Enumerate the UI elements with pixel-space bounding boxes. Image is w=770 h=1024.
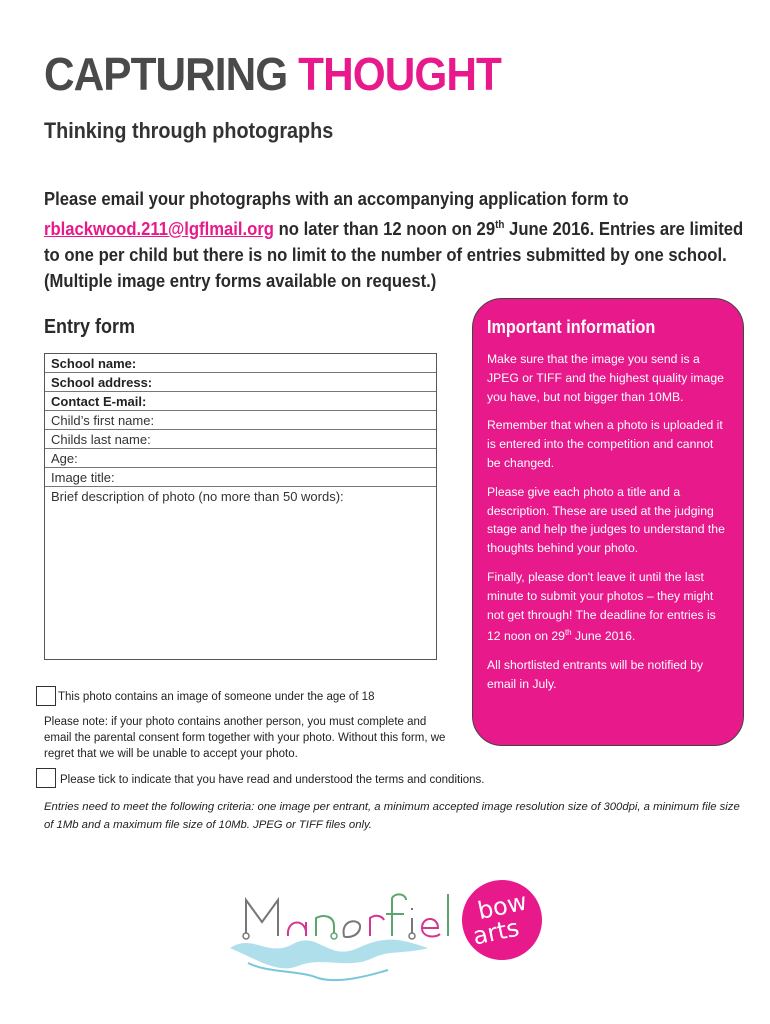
page-title	[44, 46, 501, 102]
entry-form-table	[44, 353, 437, 660]
entry-form-heading: Entry form	[44, 316, 136, 338]
field-age[interactable]: Age:	[45, 449, 436, 468]
title-word-capturing: CAPTURING	[44, 48, 288, 100]
intro-line-1: Please email your photographs with an accompanying application form to	[44, 188, 629, 209]
field-description[interactable]: Brief description of photo (no more than 50 words):	[51, 489, 344, 504]
email-link[interactable]: rblackwood.211@lgflmail.org	[44, 218, 274, 240]
field-child-last-name[interactable]: Childs last name:	[45, 430, 436, 449]
intro-line-3: to one per child but there is no limit to the number of entries submitted by one school.	[44, 244, 727, 266]
logo-river	[230, 940, 428, 969]
terms-checkbox[interactable]	[36, 768, 56, 788]
info-paragraph-1: Make sure that the image you send is a JPEG or TIFF and the highest quality image you have, but not bigger than 10MB.	[487, 352, 724, 404]
bow-arts-logo	[462, 880, 542, 960]
terms-label: Please tick to indicate that you have read and understood the terms and conditions.	[60, 774, 485, 786]
logo-text-manorfield: Manorfield	[230, 986, 235, 987]
bow-arts-text: bow arts	[470, 887, 530, 951]
title-word-thought: THOUGHT	[298, 48, 501, 100]
field-child-first-name[interactable]: Child’s first name:	[45, 411, 436, 430]
field-contact-email[interactable]: Contact E-mail:	[45, 392, 436, 411]
info-paragraph-5: All shortlisted entrants will be notified by email in July.	[487, 658, 704, 692]
field-image-title[interactable]: Image title:	[45, 468, 436, 487]
consent-note: Please note: if your photo contains another person, you must complete and email the parental consent form together with your photo. Without this form, we regret that we will be unable to accept your photo.	[44, 716, 446, 760]
under-18-label: This photo contains an image of someone under the age of 18	[58, 691, 375, 703]
info-paragraph-3: Please give each photo a title and a description. These are used at the judging stage and help the judges to understand the thoughts behind your photo.	[487, 484, 725, 556]
field-school-address[interactable]: School address:	[45, 373, 436, 392]
info-heading: Important information	[487, 317, 656, 337]
field-school-name[interactable]: School name:	[45, 354, 436, 373]
important-info-panel	[472, 298, 744, 746]
under-18-checkbox[interactable]	[36, 686, 56, 706]
info-paragraph-4: Finally, please don't leave it until the last minute to submit your photos – they might not get through! The deadline for entries is 12 noon on 29th June 2016.	[487, 569, 716, 644]
info-paragraph-2: Remember that when a photo is uploaded it is entered into the competition and cannot be changed.	[487, 418, 723, 470]
entry-criteria: Entries need to meet the following criteria: one image per entrant, a minimum accepted image resolution size of 300dpi, a minimum file size of 1Mb and a maximum file size of 10Mb. JPEG or TIFF files only.	[44, 801, 740, 831]
intro-line-2: rblackwood.211@lgflmail.org no later than 12 noon on 29th June 2016. Entries are limited	[44, 218, 744, 240]
intro-line-4: (Multiple image entry forms available on request.)	[44, 270, 437, 292]
intro-paragraph	[44, 186, 744, 294]
manorfield-logo	[228, 878, 458, 988]
page-subtitle: Thinking through photographs	[44, 118, 334, 143]
